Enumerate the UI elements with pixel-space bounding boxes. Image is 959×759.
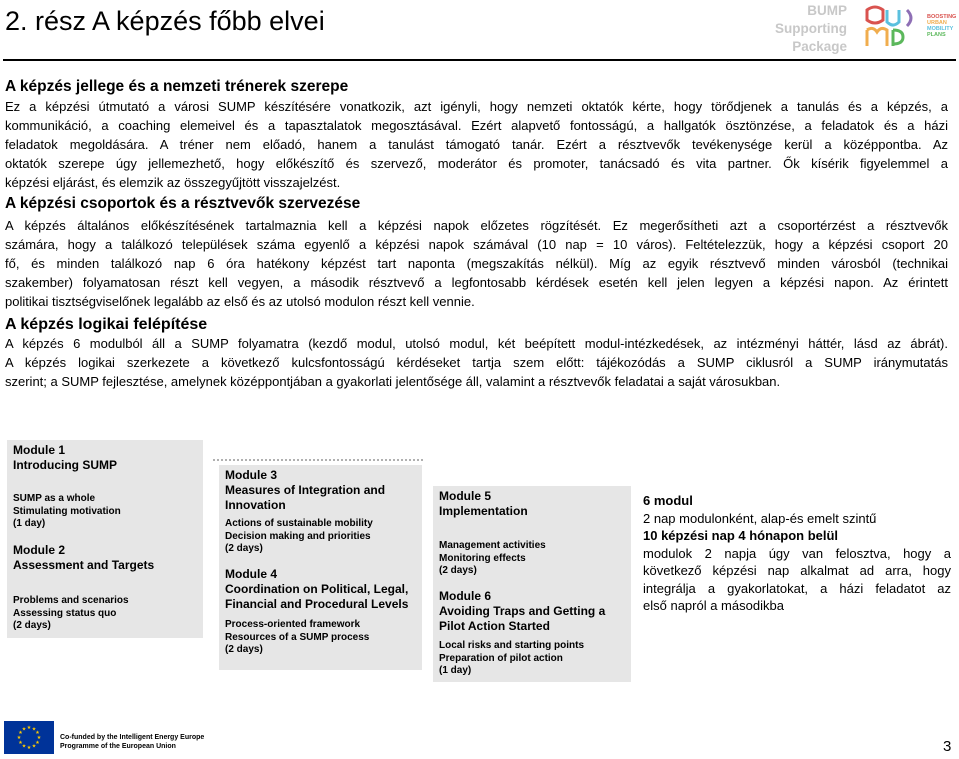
logo-line: URBAN bbox=[927, 20, 947, 26]
bump-line: BUMP bbox=[807, 3, 847, 18]
module-detail-line: Assessing status quo bbox=[13, 607, 117, 619]
text-line: számára, hogy a találkozó települések száma egyenlő a képzési napok számával (10 nap = 10 város). Feltételezzük, hogy a képzési csoport 20 bbox=[5, 237, 948, 252]
module-detail-line: Actions of sustainable mobility bbox=[225, 518, 373, 529]
svg-text:★: ★ bbox=[31, 726, 37, 733]
module-detail-line: Stimulating motivation bbox=[13, 505, 121, 517]
module-title-line: Module 1 bbox=[13, 443, 66, 457]
text-line: fő, és minden találkozó nap 6 óra hatékony képzést tart naponta (megszakítás nélkül). Míg az egyik résztvevő minden városból (technikai bbox=[5, 256, 948, 271]
section-paragraph bbox=[5, 97, 948, 192]
module-column-3 bbox=[433, 486, 631, 682]
svg-text:★: ★ bbox=[21, 743, 27, 750]
module-title-line: Coordination on Political, Legal, bbox=[225, 582, 409, 596]
text-line: A képzés általános előkészítésének tartalmaznia kell a képzési napok előzetes rögzítését. Ez megerősítheti azt a csoportérzést a résztvevők bbox=[5, 218, 948, 233]
module-2-details bbox=[13, 595, 129, 633]
module-title-line: Avoiding Traps and Getting a bbox=[439, 604, 606, 618]
module-title-line: Module 5 bbox=[439, 489, 492, 503]
module-summary bbox=[643, 492, 951, 615]
module-3-title bbox=[225, 468, 385, 513]
module-2-title bbox=[13, 543, 154, 573]
bump-line: Package bbox=[792, 39, 847, 54]
module-title-line: Module 2 bbox=[13, 543, 66, 557]
section-paragraph bbox=[5, 216, 948, 311]
module-detail-line: Process-oriented framework bbox=[225, 619, 361, 630]
module-3-details bbox=[225, 518, 373, 556]
text-line: képzési eljárást, és elemzik az összegyűjtött visszajelzést. bbox=[5, 175, 341, 190]
module-detail-line: Management activities bbox=[439, 540, 546, 551]
text-line: szakember) folyamatosan részt kell vegyen, a második résztvevő a legfontosabb kérdések esetén kell jelen legyen a képzési napon. Az érintett bbox=[5, 275, 948, 290]
module-detail-line: Resources of a SUMP process bbox=[225, 631, 370, 643]
module-detail-line: (2 days) bbox=[225, 644, 263, 655]
module-4-title bbox=[225, 567, 408, 612]
summary-heading: 6 modul bbox=[643, 493, 693, 508]
module-detail-line: (1 day) bbox=[13, 518, 46, 529]
svg-text:★: ★ bbox=[16, 735, 22, 741]
text-line: A képzés 6 modulból áll a SUMP folyamatra (kezdő modul, utolsó modul, két beépített modul-intézkedések, az intézményi háttér, lásd az ábrát). bbox=[5, 336, 948, 351]
module-5-details bbox=[439, 540, 546, 578]
module-title-line: Introducing SUMP bbox=[13, 458, 117, 472]
module-5-title bbox=[439, 489, 528, 519]
section-heading: A képzés logikai felépítése bbox=[5, 316, 208, 333]
text-line: oktatók szerepe úgy jellemezhető, hogy előkészítő és szervező, moderátor és promoter, tanácsadó és vita partner. Ők kísérik figyelemmel a bbox=[5, 156, 948, 171]
text-line: feladatok megoldására. A tréner nem előadó, hanem a tanulást támogató tanár. Ezért a résztvevők tevékenysége kerül a középpontba. Az bbox=[5, 137, 948, 152]
eu-line: Programme of the European Union bbox=[60, 742, 176, 750]
summary-line: következő képzési nap alkalmat ad arra, hogy bbox=[643, 563, 951, 578]
header-divider bbox=[3, 59, 956, 61]
module-detail-line: Local risks and starting points bbox=[439, 640, 585, 651]
summary-line: 2 nap modulonként, alap-és emelt szintű bbox=[643, 510, 877, 526]
module-detail-line: Problems and scenarios bbox=[13, 595, 129, 606]
module-title-line: Pilot Action Started bbox=[439, 619, 550, 633]
svg-text:★: ★ bbox=[26, 745, 32, 751]
module-detail-line: SUMP as a whole bbox=[13, 493, 96, 504]
svg-text:★: ★ bbox=[31, 743, 37, 750]
module-detail-line: Decision making and priorities bbox=[225, 530, 371, 542]
module-6-title bbox=[439, 589, 605, 634]
section-paragraph bbox=[5, 334, 948, 391]
module-detail-line: (2 days) bbox=[439, 565, 477, 576]
module-title-line: Financial and Procedural Levels bbox=[225, 597, 409, 611]
logo-line: MOBILITY bbox=[927, 26, 954, 32]
section-heading: A képzési csoportok és a résztvevők szervezése bbox=[5, 195, 361, 212]
module-column-2 bbox=[219, 465, 422, 670]
page-title: 2. rész A képzés főbb elvei bbox=[5, 6, 325, 36]
bump-supporting-package-label bbox=[775, 2, 847, 56]
page-number: 3 bbox=[943, 738, 952, 755]
bump-line: Supporting bbox=[775, 21, 847, 36]
svg-text:★: ★ bbox=[18, 730, 23, 736]
module-title-line: Innovation bbox=[225, 498, 286, 512]
eu-line: Co-funded by the Intelligent Energy Europe bbox=[60, 734, 205, 741]
svg-text:★: ★ bbox=[18, 740, 23, 746]
text-line: politikai tisztségviselőnek legalább az első és az utolsó modulon részt kell vennie. bbox=[5, 294, 475, 309]
module-detail-line: (2 days) bbox=[13, 620, 51, 631]
bump-logo-text bbox=[927, 14, 956, 38]
svg-text:★: ★ bbox=[35, 740, 40, 746]
text-line: szerint; a SUMP fejlesztése, amelynek középpontjában a gyakorlati jelentősége áll, valamint a résztvevők feladatai a saját városukban. bbox=[5, 374, 781, 389]
module-detail-line: Monitoring effects bbox=[439, 552, 526, 564]
eu-flag-icon bbox=[4, 721, 54, 754]
eu-cofunding-label bbox=[60, 734, 204, 751]
module-title-line: Measures of Integration and bbox=[225, 483, 386, 497]
module-1-title bbox=[13, 443, 117, 473]
svg-text:★: ★ bbox=[26, 725, 32, 731]
summary-line-bold: 10 képzési nap 4 hónapon belül bbox=[643, 528, 839, 543]
module-4-details bbox=[225, 619, 369, 657]
module-detail-line: Preparation of pilot action bbox=[439, 652, 563, 664]
summary-line: integrálja a gyakorlatokat, a házi feladatot az bbox=[643, 580, 951, 596]
bump-logo bbox=[861, 2, 957, 52]
summary-line: első napról a másodikba bbox=[643, 598, 784, 613]
module-title-line: Module 3 bbox=[225, 468, 278, 482]
svg-text:★: ★ bbox=[35, 730, 40, 736]
summary-line: modulok 2 napja úgy van felosztva, hogy a bbox=[643, 545, 951, 561]
bump-logo-mark-icon bbox=[861, 2, 925, 52]
svg-text:★: ★ bbox=[36, 735, 42, 741]
dotted-connector bbox=[213, 459, 423, 461]
logo-line: BOOSTING bbox=[927, 14, 957, 20]
module-detail-line: (2 days) bbox=[225, 543, 263, 554]
module-6-details bbox=[439, 640, 584, 678]
module-1-details bbox=[13, 493, 121, 531]
text-line: Ez a képzési útmutató a városi SUMP készítésére vonatkozik, azt igényli, hogy nemzeti oktatók kérte, hogy törődjenek a tanulás és a képzés, a bbox=[5, 99, 948, 114]
section-heading: A képzés jellege és a nemzeti trénerek szerepe bbox=[5, 78, 349, 95]
module-column-1 bbox=[7, 440, 203, 638]
svg-text:★: ★ bbox=[21, 726, 27, 733]
module-title-line: Assessment and Targets bbox=[13, 558, 155, 572]
text-line: A képzés logikai szerkezete a következő kulcsfontosságú kérdéseket tartja szem előtt: tájékozódás a SUMP ciklusról a SUMP iránymutatás bbox=[5, 355, 948, 370]
module-title-line: Module 4 bbox=[225, 567, 278, 581]
module-title-line: Implementation bbox=[439, 504, 528, 518]
text-line: kommunikáció, a coaching elemeivel és a tapasztalatok megosztásával. Ezért alapvető fontosságú, a hallgatók ösztönzése, a feladatok és a házi bbox=[5, 118, 948, 133]
logo-line: PLANS bbox=[927, 32, 946, 38]
module-detail-line: (1 day) bbox=[439, 665, 472, 676]
module-title-line: Module 6 bbox=[439, 589, 492, 603]
